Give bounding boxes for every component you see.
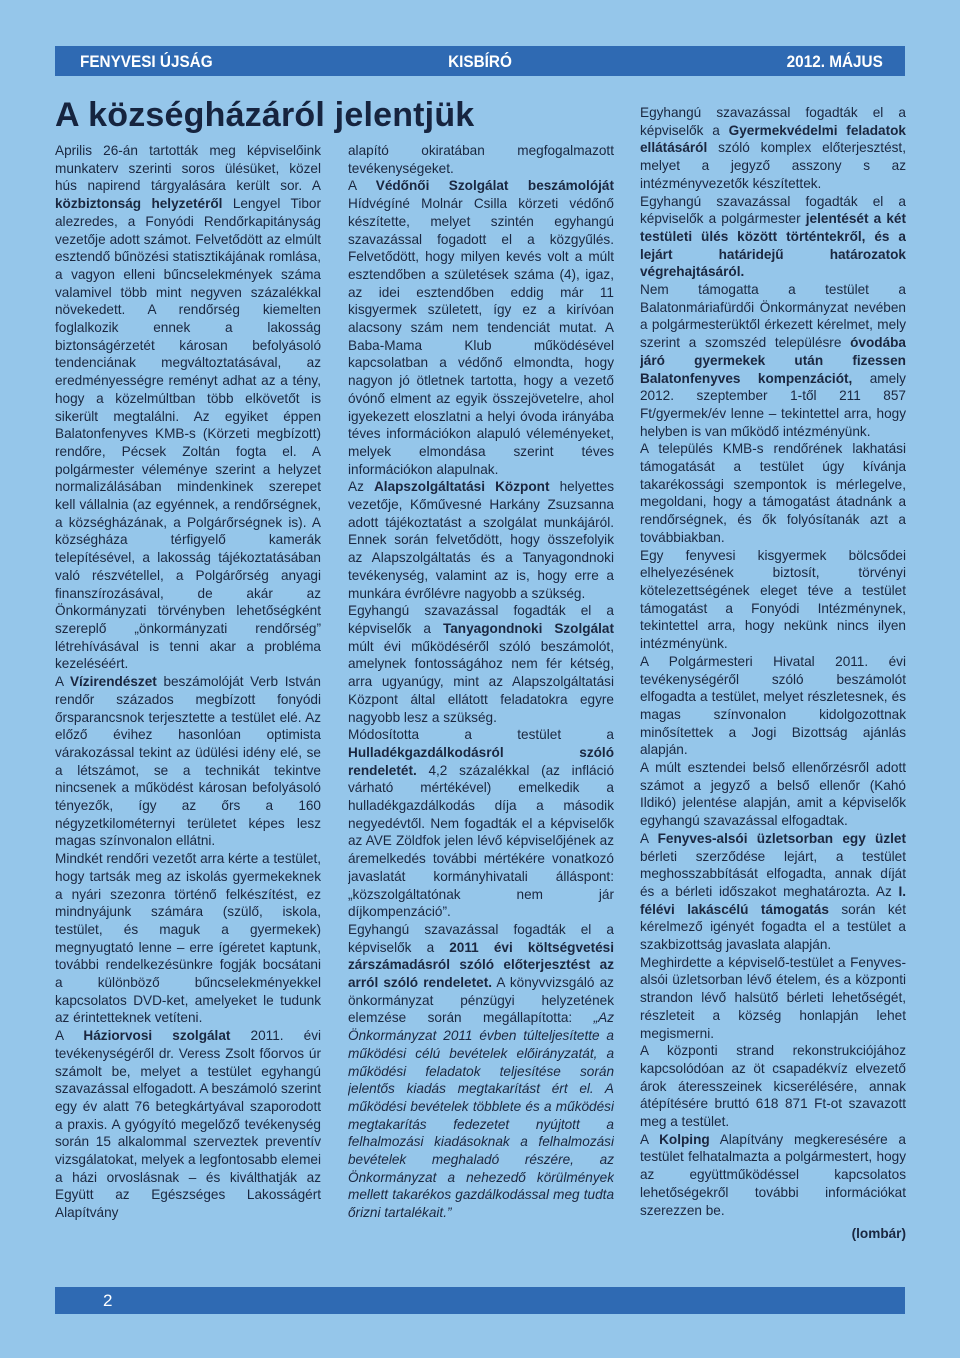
text-run: A Polgármesteri Hivatal 2011. évi tevékenységéről szóló beszámolót elfogadta a testület, melyet részletesnek, és magas színvonalon kidolgozottnak minősítettek a Jogi Bizottság ajánlás alapján. xyxy=(640,653,906,758)
article-column-2 xyxy=(348,142,614,1272)
text-run: A múlt esztendei belső ellenőrzésről adott számot a jegyző a belső ellenőr (Kahó Ildikó) jelentése alapján, amit a képviselők egyhangú szavazással elfogadtak. xyxy=(640,760,906,829)
article-paragraph xyxy=(640,193,906,282)
article-paragraph xyxy=(640,1042,906,1131)
text-run: múlt évi működéséről szóló beszámolót, amelynek fontosságához nem fér kétség, arra ugyanúgy, mint az Alapszolgáltatási Központ által ellátott feladatokra egyre nagyobb lesz a szükség. xyxy=(348,638,614,725)
article-column-3 xyxy=(640,104,906,1264)
text-run: Alapítvány megkeresésére a testület felhatalmazta a polgármestert, hogy az együttműködéssel kapcsolatos lehetőségekről további információkat szerezzen be. xyxy=(640,1131,906,1218)
page-number: 2 xyxy=(103,1291,113,1310)
text-run: A könyvvizsgáló az önkormányzat pénzügyi helyzetének elemzése során megállapította: xyxy=(348,975,614,1026)
article-paragraph xyxy=(348,478,614,602)
text-run: Módosította a testület a xyxy=(348,727,614,743)
issue-date: 2012. MÁJUS xyxy=(786,52,883,71)
bold-text: Kolping xyxy=(659,1131,710,1147)
italic-text: „Az Önkormányzat 2011 évben túlteljesítette a működési célú bevételek előirányzatát, a működési feladatok teljesítése során jelentős kiadás megtakarítást ért el. A működési bevételek többlete és a működési megtakarítás fedezetet nyújtott a felhalmozási kiadásoknak a felhalmozási bevételek meghaladó részére, az Önkormányzat a nehezedő körülmények mellett takarékos gazdálkodással meg tudta őrizni tartalékait.” xyxy=(348,1010,614,1221)
text-run: Az xyxy=(348,479,374,495)
article-paragraph xyxy=(55,1027,321,1222)
text-run: Egyhangú szavazással fogadták el a képviselők a xyxy=(348,921,614,955)
text-run: Egyhangú szavazással fogadták el a képviselők a polgármester xyxy=(640,193,906,227)
bold-text: 2011 évi költségvetési zárszámadásról szóló előterjesztést az arról szóló rendeletet. xyxy=(348,939,614,991)
bold-text: I. félévi lakáscélú támogatás xyxy=(640,883,906,917)
article-paragraph xyxy=(55,142,321,673)
bold-text: Fenyves-alsói üzletsorban egy üzlet xyxy=(657,830,906,846)
bold-text: Gyermekvédelmi feladatok ellátásáról xyxy=(640,122,906,156)
bold-text: Tanyagondnoki Szolgálat xyxy=(442,620,614,636)
article-paragraph xyxy=(640,759,906,830)
running-header xyxy=(55,46,905,76)
article-paragraph xyxy=(640,281,906,440)
text-run: beszámolóját Verb István rendőr százados megbízott fonyódi őrsparancsnok terjesztette a testület elé. Az előző évihez hasonlóan optimista várakozással tekint az üdülési idény elé, se a létszámot, se a technikát tekintve nincsenek a működést károsan befolyásoló tényezők, így az őrs a 160 négyzetkilométernyi területet képes lesz magas színvonalon ellátni. xyxy=(55,674,321,849)
article-column-1 xyxy=(55,142,321,1272)
text-run: amely 2012. szeptember 1-től 211 857 Ft/gyermek/év lenne – tekintettel arra, hogy helyben is van működő intézményünk. xyxy=(640,370,906,439)
text-run: Egyhangú szavazással fogadták el a képviselők a xyxy=(640,105,906,138)
text-run: Meghirdette a képviselő-testület a Fenyves-alsói üzletsorban lévő ételem, és a központi strandon lévő halsütő bérleti lehetőségét, részleteit a község honlapján lehet megismerni. xyxy=(640,954,906,1041)
text-run: során két kérelmező igényét fogadta el a testület a szakbizottság javaslata alapján. xyxy=(640,901,906,953)
article-paragraph xyxy=(640,1131,906,1220)
text-run: helyettes vezetője, Kőművesné Harkány Zsuzsanna adott tájékoztatást a szolgálat munkájáról. Ennek során felvetődött, hogy összefolyik az Alapszolgáltatás és a Tanyagondnoki tevékenység, valamint az is, hogy erre a munkára évrőlévre nagyobb a szükség. xyxy=(348,479,614,601)
text-run: A xyxy=(640,830,658,846)
article-paragraph xyxy=(348,177,614,478)
article-paragraph xyxy=(640,830,906,954)
article-paragraph xyxy=(55,673,321,850)
bold-text: Háziorvosi szolgálat xyxy=(83,1028,231,1044)
text-run: A xyxy=(348,178,376,194)
text-run: 2011. évi tevékenységéről dr. Veress Zsolt főorvos úr számolt be, melyet a testület egyhangú szavazással elfogadott. A beszámoló szerint egy év alatt 76 betegkártyával szaporodott a praxis. A gyógyító megelőző tevékenység során 15 alkalommal szerveztek preventív vizsgálatokat, melyek a legfontosabb elemei a házi orvoslásnak – és kiválthatják az Együtt az Egészséges Lakosságért Alapítvány xyxy=(55,1028,321,1221)
text-run: A település KMB-s rendőrének lakhatási támogatását a testület úgy kívánja takarékossági szempontok is mérlegelve, megoldani, hogy a támogatást átadnánk a rendőrségnek, és ők folyósítanák azt a továbbiakban. xyxy=(640,441,906,545)
text-run: bérleti szerződése lejárt, a testület meghosszabbítását elfogadta, annak díját és a bérleti időszakot meghatározta. Az xyxy=(640,848,906,899)
bold-text: jelentését a két testületi ülés között történtekről, és a lejárt határidejű határozatok végrehajtásáról. xyxy=(640,211,906,280)
text-run: Nem támogatta a testület a Balatonmáriafürdői Önkormányzat nevében a polgármesterüktől érkezett kérelmet, mely szerint a szomszéd településre xyxy=(640,282,906,351)
bold-text: Hulladékgazdálkodásról szóló rendeletét. xyxy=(348,744,614,778)
text-run: Egy fenyvesi kisgyermek bölcsődei elhelyezésének biztosít, törvényi kötelezettségének eleget téve a testület támogatást a Fonyódi Intézménynek, tekintettel arra, hogy nekünk nincs ilyen intézményünk. xyxy=(640,547,906,652)
article-paragraph xyxy=(640,547,906,653)
section-title: KISBÍRÓ xyxy=(448,52,512,71)
bold-text: Alapszolgáltatási Központ xyxy=(373,479,550,495)
text-run: Lengyel Tibor alezredes, a Fonyódi Rendőrkapitányság vezetője adott számot. Felvetődött az elmúlt esztendő bűnözési statisztikájának romlása, a vagyon elleni bűncselekmények száma valamivel több mint negyven százalékkal növekedett. A rendőrség kiemelten foglalkozik ennek a lakosság biztonságérzetét károsan befolyásoló tendenciának megváltoztatásával, az eredményességre reményt adhat az a tény, hogy a közelmúltban több elkövetőt is sikerült megtalálni. Az egyiket éppen Balatonfenyves KMB-s (Körzeti megbízott) rendőre, Pécsek Zoltán fogta el. A polgármester véleménye szerint a helyzet normalizálásában mindenkinek szerepet kell vállalnia (az egyénnek, a rendőrségnek, a községházának, a Polgárőrségnek is). A községháza térfigyelő kamerák telepítésével, a lakosság tájékoztatásában való részvétellel, a Polgárőrség anyagi finanszírozásával, de akár az Önkormányzati törvényben lehetőségként szereplő „önkormányzati rendőrség” létrehívásával is tenni akar a probléma kezeléséért. xyxy=(55,196,321,672)
text-run: Aprilis 26-án tartották meg képviselőink munkaterv szerinti soros ülésüket, közel hús napirend tárgyalására került sor. A xyxy=(55,143,321,194)
text-run: A xyxy=(55,674,70,690)
article-paragraph xyxy=(640,653,906,759)
text-run: szóló komplex előterjesztést, melyet a jegyző asszony s az intézményvezetők készítettek. xyxy=(640,140,906,191)
article-paragraph xyxy=(348,142,614,177)
text-run: Mindkét rendőri vezetőt arra kérte a testület, hogy tartsák meg az iskolás gyermekeknek a nyári szezonra történő felkészítést, ez mindnyájunk számára (szülő, iskola, testület, és maguk a gyermekek) megnyugtató lenne – erre ígéretet kaptunk, további rendelkezésünkre fogják bocsátani a különböző bűncselekményekkel kapcsolatos DVD-ket, amelyeket le tudunk az érintetteknek vetíteni. xyxy=(55,851,321,1026)
article-paragraph xyxy=(640,954,906,1043)
article-paragraph xyxy=(348,602,614,726)
page-footer xyxy=(55,1287,905,1314)
text-run: A központi strand rekonstrukciójához kapcsolódóan az öt csapadékvíz elvezető árok áteresszeinek kicserélésére, annak átépítésére bruttó 618 871 Ft-ot szavazott meg a testület. xyxy=(640,1043,906,1130)
publication-title: FENYVESI ÚJSÁG xyxy=(80,52,213,71)
article-paragraph xyxy=(55,850,321,1027)
text-run: A xyxy=(55,1028,84,1044)
text-run: alapító okiratában megfogalmazott tevékenységeket. xyxy=(348,143,614,176)
bold-text: közbiztonság helyzetéről xyxy=(55,196,223,212)
author-signature: (lombár) xyxy=(851,1226,906,1242)
article-paragraph xyxy=(640,104,906,193)
text-run: A xyxy=(640,1131,660,1147)
text-run: Hídvégíné Molnár Csilla körzeti védőnő készítette, melyet szintén egyhangú szavazással fogadott el a közgyűlés. Felvetődött, hogy milyen kevés volt a múlt esztendőben a születések száma (4), igaz, az idei esztendőben eddig már 11 kisgyermek született, így ez a kirívóan alacsony szám nem tendenciát mutat. A Baba-Mama Klub működésével kapcsolatban a védőnő elmondta, hogy nagyon jó ötletnek tartotta, hogy a vezető óvónő elment az egyik összejövetelre, ahol igyekezett eloszlatni a helyi óvoda irányába téves információkon alapuló véleményeket, melyek elmondása szerint téves információkon alapulnak. xyxy=(348,196,614,477)
text-run: 4,2 százalékkal (az infláció várható mértékével) emelkedik a hulladékgazdálkodás díja a második negyedévtől. Nem fogadták el a képviselők az AVE Zöldfok jelen lévő képviselőjének az áremelkedés további mértékére vonatkozó javaslatát kormányhivatali álláspont: „közszolgáltatónak nem jár díjkompenzáció”. xyxy=(348,762,614,920)
article-headline: A községházáról jelentjük xyxy=(55,96,475,134)
bold-text: Vízirendészet xyxy=(69,674,157,690)
article-paragraph xyxy=(348,921,614,1222)
bold-text: óvodába járó gyermekek után fizessen Balatonfenyves kompenzációt, xyxy=(640,335,906,386)
article-paragraph xyxy=(348,726,614,921)
article-paragraph xyxy=(640,440,906,546)
text-run: Egyhangú szavazással fogadták el a képviselők a xyxy=(348,603,614,636)
bold-text: Védőnői Szolgálat beszámolóját xyxy=(375,178,614,194)
